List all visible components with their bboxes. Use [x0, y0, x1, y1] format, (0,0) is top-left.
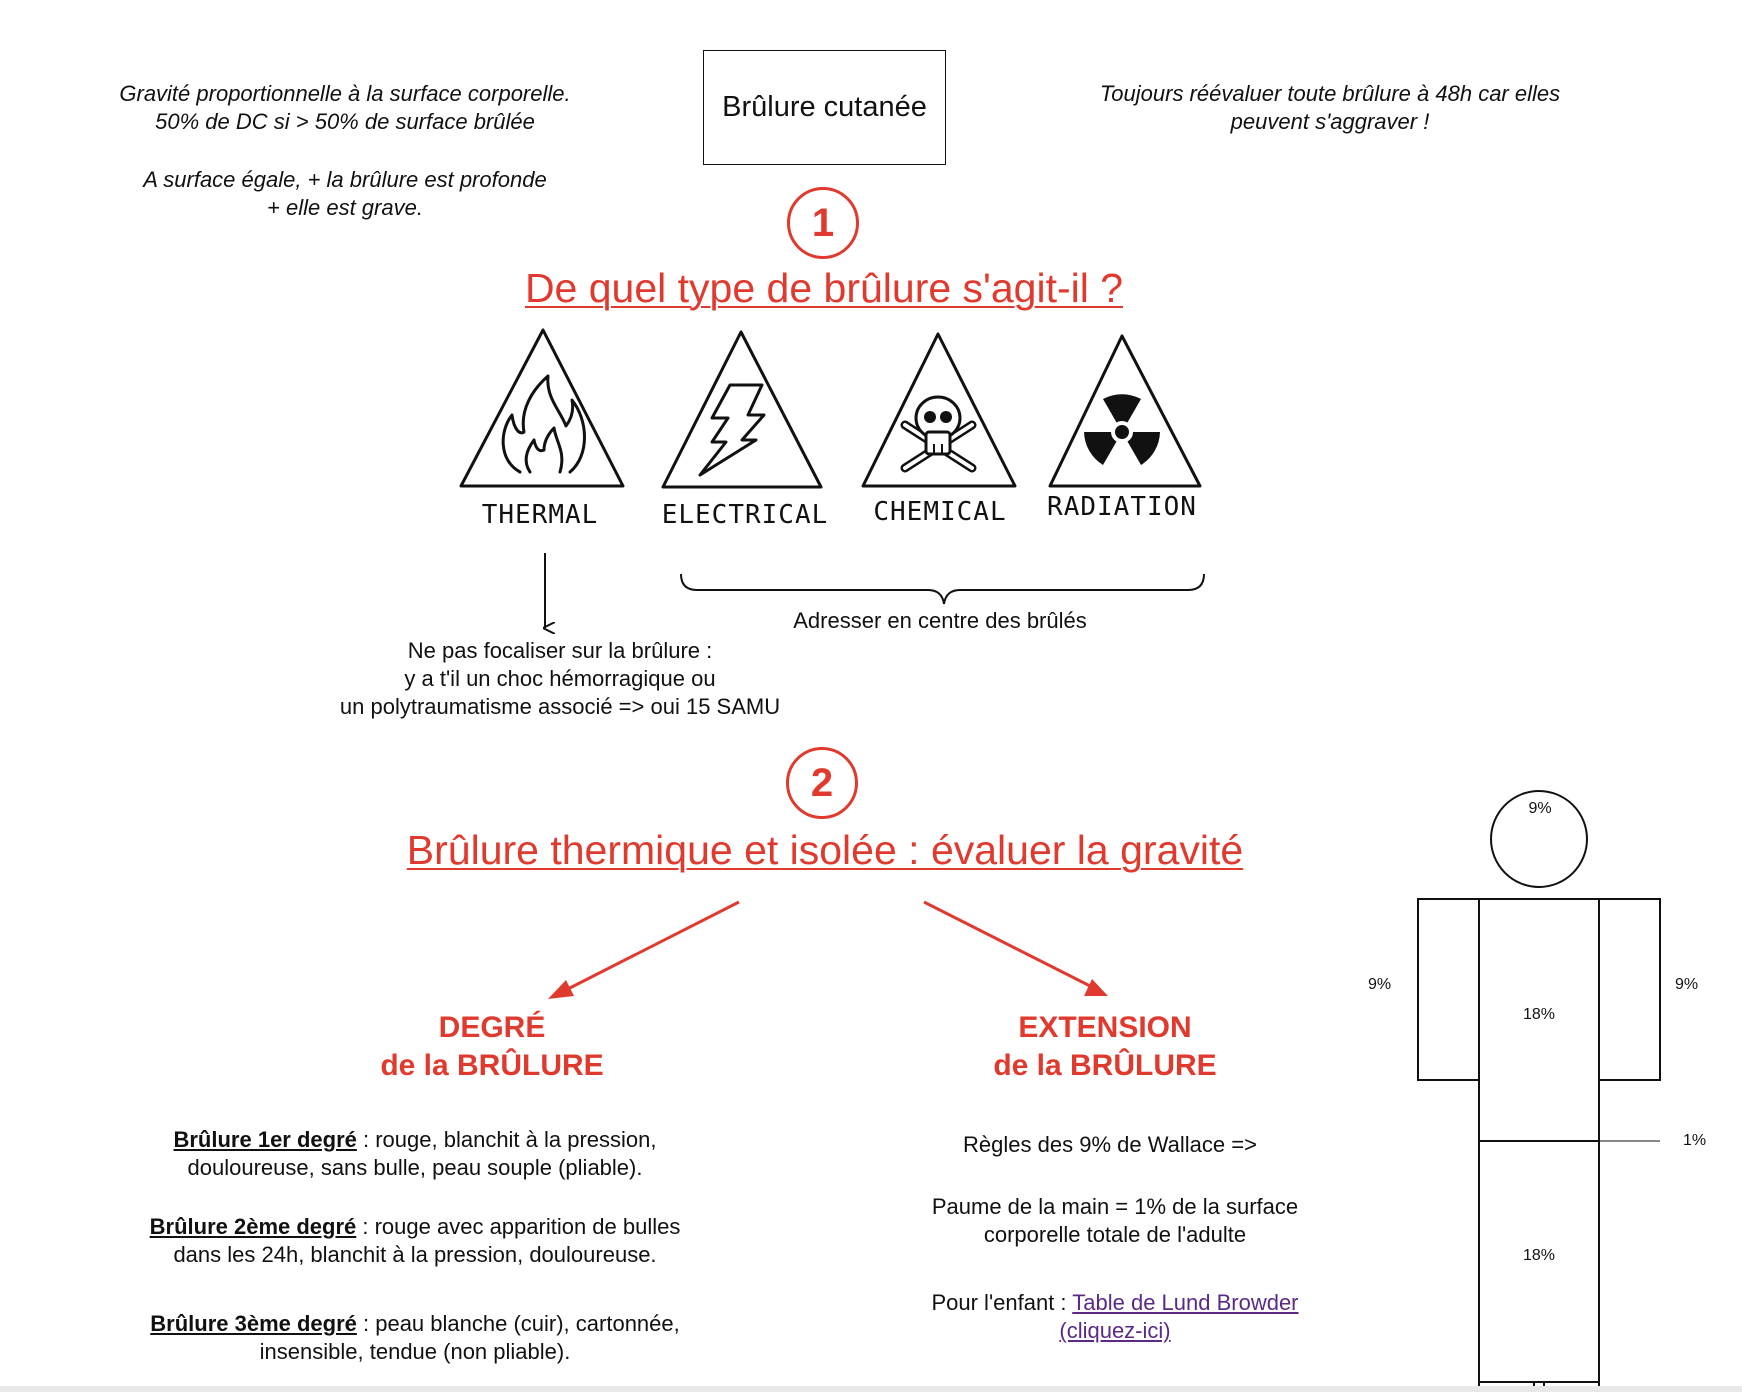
lund-browder-link[interactable]: Table de Lund Browder: [1072, 1290, 1299, 1315]
body-legs: [1479, 1141, 1599, 1392]
page-title-text: Brûlure cutanée: [722, 91, 927, 123]
child-rule-prefix: Pour l'enfant :: [931, 1290, 1073, 1315]
referral-brace: [681, 574, 1204, 604]
degree-item-desc: : rouge avec apparition de bulles: [356, 1214, 681, 1239]
wallace-rule-text: Règles des 9% de Wallace =>: [963, 1132, 1257, 1157]
top-left-note-line: Gravité proportionnelle à la surface corporelle.: [119, 81, 571, 106]
degree-item-desc: : rouge, blanchit à la pression,: [356, 1127, 657, 1152]
hazard-label-thermal: THERMAL: [481, 500, 599, 530]
hazard-label-electrical: ELECTRICAL: [661, 500, 829, 530]
trunk-percent: 18%: [1522, 1006, 1556, 1023]
step-2-number: 2: [810, 760, 834, 805]
degree-item-name: Brûlure 3ème degré: [150, 1311, 357, 1336]
extension-arrow: [924, 902, 1108, 996]
palm-rule-line: Paume de la main = 1% de la surface: [931, 1194, 1299, 1219]
thermal-note-line: y a t'il un choc hémorragique ou: [404, 666, 716, 691]
palm-rule-line: corporelle totale de l'adulte: [983, 1222, 1247, 1247]
degree-item-name: Brûlure 2ème degré: [149, 1214, 357, 1239]
extension-title: [955, 1009, 1255, 1085]
wallace-body-diagram: [1418, 791, 1660, 1392]
palm-rule: [890, 1193, 1340, 1249]
degree-item: [120, 1213, 710, 1269]
child-rule: [890, 1289, 1340, 1345]
hazard-label-chemical: CHEMICAL: [873, 497, 1007, 527]
top-right-note-line: Toujours réévaluer toute brûlure à 48h car elles: [1099, 81, 1561, 106]
step-1-heading: De quel type de brûlure s'agit-il ?: [524, 265, 1124, 311]
head-percent: 9%: [1528, 800, 1552, 817]
thermal-hazard-sign: [461, 330, 623, 486]
degree-item-desc: douloureuse, sans bulle, peau souple (pliable).: [187, 1155, 643, 1180]
left-arm-percent: 9%: [1368, 976, 1392, 993]
radiation-hazard-sign: [1050, 336, 1200, 486]
thermal-note-line: Ne pas focaliser sur la brûlure :: [407, 638, 713, 663]
degree-item-desc: insensible, tendue (non pliable).: [259, 1339, 571, 1364]
degree-title: [342, 1009, 642, 1085]
lund-browder-link-cta[interactable]: (cliquez-ici): [1059, 1318, 1171, 1343]
step-2-heading: Brûlure thermique et isolée : évaluer la gravité: [406, 827, 1244, 873]
thermal-note-line: un polytraumatisme associé => oui 15 SAMU: [339, 694, 781, 719]
step-1-badge: [787, 187, 859, 259]
thermal-note: [310, 637, 810, 721]
chemical-hazard-sign: [863, 334, 1015, 486]
right-arm-percent: 9%: [1675, 976, 1699, 993]
step-2-badge: [786, 747, 858, 819]
degree-item-desc: dans les 24h, blanchit à la pression, douloureuse.: [173, 1242, 657, 1267]
top-left-note-line: A surface égale, + la brûlure est profonde: [143, 167, 547, 192]
degree-item: [120, 1126, 710, 1182]
brace-referral-text: Adresser en centre des brûlés: [793, 608, 1087, 633]
degree-arrow: [548, 902, 739, 999]
top-left-note-line: 50% de DC si > 50% de surface brûlée: [155, 109, 535, 134]
top-left-note-line: + elle est grave.: [267, 195, 423, 220]
page-title: [703, 50, 946, 165]
window-bottom-edge: [0, 1386, 1742, 1392]
hazard-label-radiation: RADIATION: [1047, 492, 1197, 522]
step-1-number: 1: [811, 200, 835, 245]
degree-title-line: DEGRÉ: [438, 1011, 546, 1044]
extension-title-line: de la BRÛLURE: [993, 1049, 1217, 1082]
degree-item-desc: : peau blanche (cuir), cartonnée,: [356, 1311, 680, 1336]
top-right-note-line: peuvent s'aggraver !: [1230, 109, 1430, 134]
body-right-arm: [1599, 899, 1660, 1080]
legs-percent: 18%: [1522, 1247, 1556, 1264]
degree-item: [120, 1310, 710, 1366]
degree-title-line: de la BRÛLURE: [380, 1049, 604, 1082]
electrical-hazard-sign: [663, 332, 821, 487]
perineum-percent: 1%: [1683, 1132, 1707, 1149]
extension-title-line: EXTENSION: [1018, 1011, 1192, 1044]
degree-item-name: Brûlure 1er degré: [173, 1127, 357, 1152]
top-right-note: [1070, 80, 1590, 136]
body-left-arm: [1418, 899, 1479, 1080]
top-left-note: [90, 80, 600, 222]
